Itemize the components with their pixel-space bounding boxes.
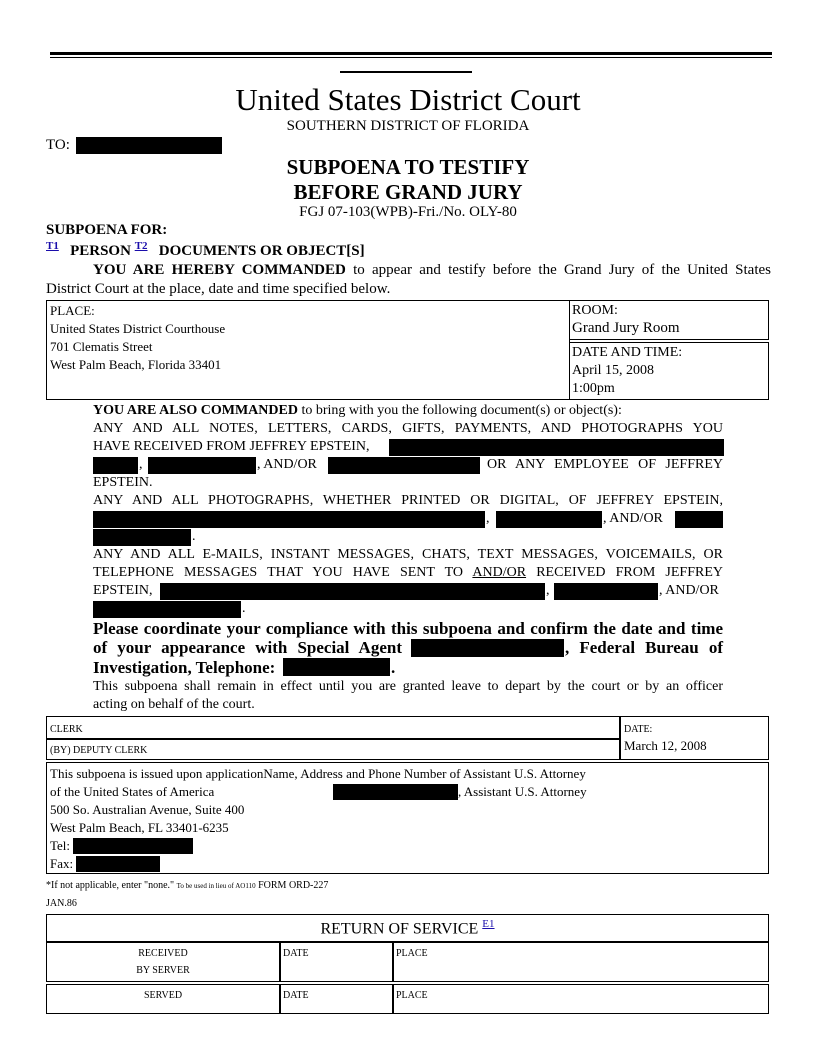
item-1-comma: ,: [139, 457, 143, 472]
item-3-comma: ,: [546, 583, 550, 598]
doc-title-1: SUBPOENA TO TESTIFY: [286, 155, 530, 179]
top-rule: [50, 52, 772, 55]
footer-note: [46, 880, 328, 891]
issued-tel-label: Tel:: [50, 838, 71, 853]
remain-line-2: acting on behalf of the court.: [93, 697, 255, 712]
item-2-comma: ,: [486, 511, 490, 526]
served-label: SERVED: [143, 990, 183, 1001]
redaction-name: [328, 457, 480, 474]
command-line-1: [93, 262, 771, 279]
also-rest: to bring with you the following document(s) or object(s):: [297, 403, 622, 418]
issued-line-2: of the United States of America: [50, 784, 215, 799]
item-1-line-4: EPSTEIN.: [93, 475, 153, 490]
received-place-label: PLACE: [396, 948, 428, 959]
person-option: PERSON: [70, 243, 131, 259]
item-2-period: .: [192, 529, 196, 544]
redaction-agent: [411, 639, 564, 657]
command-rest: to appear and testify before the Grand Jury of the United States: [345, 262, 771, 278]
coordinate-line-1: Please coordinate your compliance with this subpoena and confirm the date and time: [93, 619, 723, 638]
return-title: [46, 918, 769, 938]
t1-link[interactable]: T1: [46, 240, 59, 252]
redaction-phone: [283, 658, 390, 676]
command-bold: YOU ARE HEREBY COMMANDED: [93, 262, 346, 278]
coordinate-line-3b: .: [391, 658, 396, 677]
served-place-label: PLACE: [396, 990, 428, 1001]
doc-title-2: BEFORE GRAND JURY: [293, 180, 523, 204]
footer-date: JAN.86: [46, 898, 77, 909]
case-number: FGJ 07-103(WPB)-Fri./No. OLY-80: [299, 204, 517, 220]
redaction-ausa: [333, 784, 458, 800]
served-date-label: DATE: [283, 990, 309, 1001]
received-place-cell: [393, 942, 769, 982]
redaction-name: [93, 511, 485, 528]
served-place-cell: [393, 984, 769, 1014]
received-label-1: RECEIVED: [138, 948, 188, 959]
redaction-fax: [76, 856, 160, 872]
also-bold: YOU ARE ALSO COMMANDED: [93, 403, 298, 418]
received-label-2: BY SERVER: [136, 965, 190, 976]
e1-link[interactable]: E1: [482, 918, 495, 930]
item-3-period: .: [242, 601, 246, 616]
room-value: Grand Jury Room: [572, 320, 680, 336]
footer-form: FORM ORD-227: [258, 880, 329, 891]
place-line-2: 701 Clematis Street: [50, 339, 153, 354]
issued-fax-label: Fax:: [50, 856, 74, 871]
to-label: TO:: [46, 137, 70, 153]
coordinate-line-3a: Investigation, Telephone:: [93, 658, 276, 677]
coordinate-line-2b: , Federal Bureau of: [565, 638, 723, 657]
seal-rule: [340, 71, 472, 73]
clerk-date-label: DATE:: [624, 724, 653, 735]
redaction-name: [496, 511, 602, 528]
redaction-recipient: [76, 137, 222, 154]
court-title: United States District Court: [235, 82, 581, 117]
redaction-name: [148, 457, 256, 474]
item-3-text-a: TELEPHONE MESSAGES THAT YOU HAVE SENT TO: [93, 565, 473, 580]
item-2-and-or: , AND/OR: [603, 511, 663, 526]
clerk-label: CLERK: [50, 724, 83, 735]
redaction-name: [93, 529, 191, 546]
t2-link[interactable]: T2: [134, 240, 148, 252]
issued-line-1: This subpoena is issued upon applicationName, Address and Phone Number of Assistant U.S. Attorney: [50, 766, 586, 781]
place-label: PLACE:: [50, 303, 95, 318]
top-rule-thin: [50, 57, 772, 58]
remain-line-1: This subpoena shall remain in effect until you are granted leave to depart by the court or by an officer: [93, 679, 723, 694]
documents-option: DOCUMENTS OR OBJECT[S]: [158, 243, 365, 259]
district-name: SOUTHERN DISTRICT OF FLORIDA: [286, 118, 530, 134]
redaction-name: [554, 583, 658, 600]
footer-lieu: To be used in lieu of AO110: [176, 882, 256, 890]
redaction-name: [93, 601, 241, 618]
redaction-name: [389, 439, 724, 456]
item-1-and-or: , AND/OR: [257, 457, 317, 472]
item-1-or-any: OR ANY EMPLOYEE OF JEFFREY: [487, 457, 723, 472]
coordinate-line-2a: of your appearance with Special Agent: [93, 638, 402, 657]
item-3-line-2: [93, 565, 723, 581]
item-1-line-2: HAVE RECEIVED FROM JEFFREY EPSTEIN,: [93, 439, 370, 454]
subpoena-for-label: SUBPOENA FOR:: [46, 222, 168, 238]
item-2-line-1: ANY AND ALL PHOTOGRAPHS, WHETHER PRINTED OR DIGITAL, OF JEFFREY EPSTEIN,: [93, 493, 723, 508]
received-date-label: DATE: [283, 948, 309, 959]
item-3-underline: AND/OR: [472, 565, 527, 580]
command-line-2: District Court at the place, date and time specified below.: [46, 281, 391, 297]
place-line-3: West Palm Beach, Florida 33401: [50, 357, 222, 372]
item-3-and-or: , AND/OR: [659, 583, 719, 598]
item-1-line-1: ANY AND ALL NOTES, LETTERS, CARDS, GIFTS, PAYMENTS, AND PHOTOGRAPHS YOU: [93, 421, 723, 436]
time-value: 1:00pm: [572, 381, 615, 396]
clerk-date-value: March 12, 2008: [624, 738, 707, 753]
also-commanded: [93, 403, 622, 419]
redaction-tel: [73, 838, 193, 854]
item-3-line-3: EPSTEIN,: [93, 583, 153, 598]
room-label: ROOM:: [572, 303, 618, 318]
issued-ausa: , Assistant U.S. Attorney: [458, 784, 587, 799]
issued-line-4: West Palm Beach, FL 33401-6235: [50, 820, 229, 835]
place-line-1: United States District Courthouse: [50, 321, 226, 336]
clerk-box: [46, 716, 620, 739]
redaction-name: [160, 583, 545, 600]
issued-line-3: 500 So. Australian Avenue, Suite 400: [50, 802, 245, 817]
item-3-text-b: RECEIVED FROM JEFFREY: [526, 565, 723, 580]
return-title-text: RETURN OF SERVICE: [320, 920, 479, 938]
redaction-name: [93, 457, 138, 474]
redaction-name: [675, 511, 723, 528]
item-3-line-1: ANY AND ALL E-MAILS, INSTANT MESSAGES, CHATS, TEXT MESSAGES, VOICEMAILS, OR: [93, 547, 723, 562]
subpoena-for-options: [46, 240, 365, 260]
date-time-label: DATE AND TIME:: [572, 345, 683, 360]
footer-not-applicable: *If not applicable, enter "none.": [46, 880, 175, 891]
date-value: April 15, 2008: [572, 363, 655, 378]
deputy-clerk-label: (BY) DEPUTY CLERK: [50, 745, 148, 756]
